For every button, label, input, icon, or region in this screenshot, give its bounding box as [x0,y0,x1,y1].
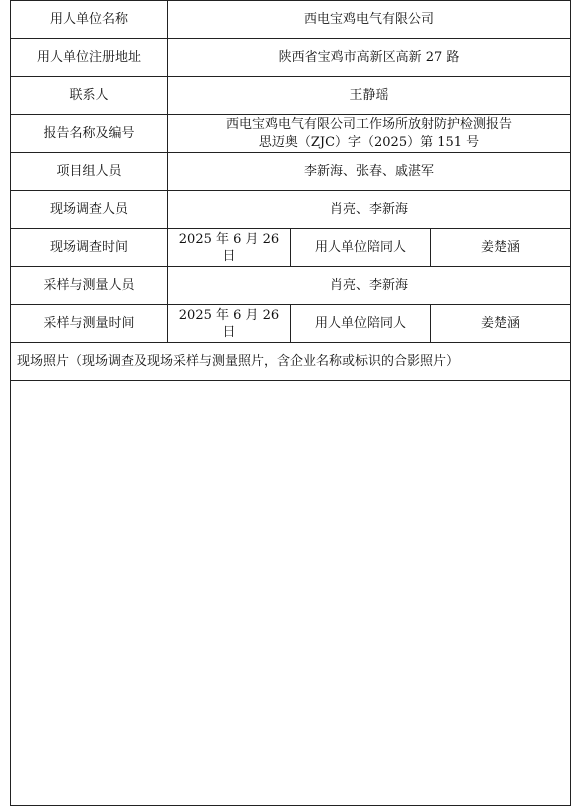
contact-label: 联系人 [11,77,168,115]
survey-companion-value: 姜楚涵 [431,229,571,267]
row-unit-name [11,1,571,39]
unit-name-label: 用人单位名称 [11,1,168,39]
sampling-companion-label: 用人单位陪同人 [291,305,431,343]
report-number: 思迈奥（ZJC）字（2025）第 151 号 [258,134,480,150]
row-unit-address [11,39,571,77]
row-contact [11,77,571,115]
project-team-value: 李新海、张春、戚湛军 [168,153,571,191]
report-label: 报告名称及编号 [11,115,168,153]
row-sampling-staff [11,267,571,305]
row-sampling-time [11,305,571,343]
survey-time-label: 现场调查时间 [11,229,168,267]
sampling-staff-label: 采样与测量人员 [11,267,168,305]
report-value [168,115,571,153]
sampling-staff-value: 肖亮、李新海 [168,267,571,305]
row-survey-staff [11,191,571,229]
photos-area [11,381,571,806]
survey-staff-label: 现场调查人员 [11,191,168,229]
report-title: 西电宝鸡电气有限公司工作场所放射防护检测报告 [226,116,513,132]
unit-address-value: 陕西省宝鸡市高新区高新 27 路 [168,39,571,77]
survey-companion-label: 用人单位陪同人 [291,229,431,267]
row-photos-label [11,343,571,381]
row-survey-time [11,229,571,267]
survey-staff-value: 肖亮、李新海 [168,191,571,229]
unit-address-label: 用人单位注册地址 [11,39,168,77]
row-report [11,115,571,153]
row-project-team [11,153,571,191]
row-photos-area [11,381,571,806]
unit-name-value: 西电宝鸡电气有限公司 [168,1,571,39]
project-team-label: 项目组人员 [11,153,168,191]
survey-time-date: 2025 年 6 月 26 日 [168,229,291,267]
site-record-table [10,0,571,806]
photos-label: 现场照片（现场调查及现场采样与测量照片，含企业名称或标识的合影照片） [11,343,571,381]
sampling-time-date: 2025 年 6 月 26 日 [168,305,291,343]
sampling-companion-value: 姜楚涵 [431,305,571,343]
contact-value: 王静瑶 [168,77,571,115]
sampling-time-label: 采样与测量时间 [11,305,168,343]
